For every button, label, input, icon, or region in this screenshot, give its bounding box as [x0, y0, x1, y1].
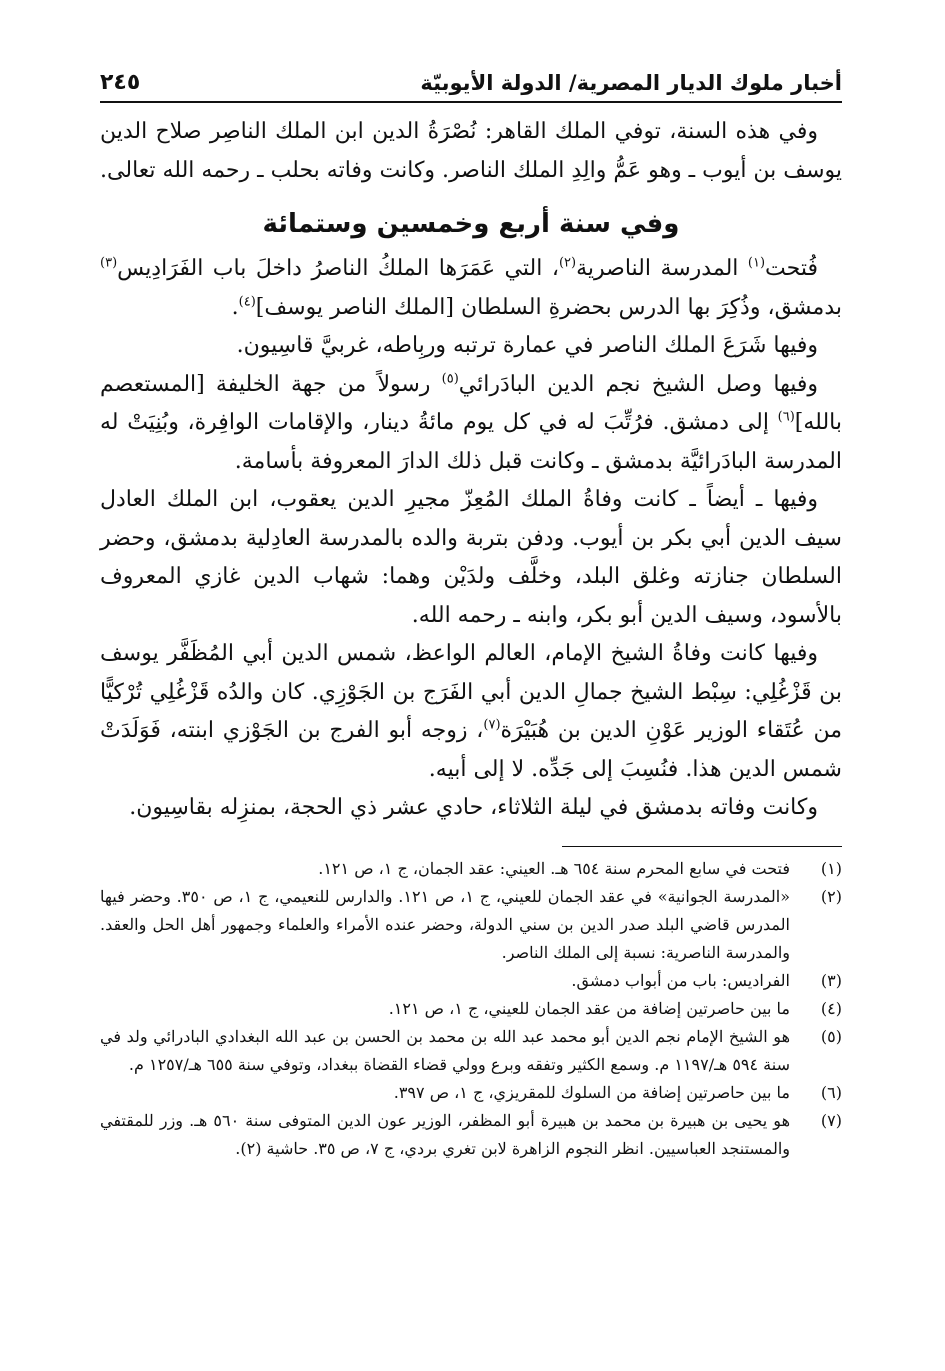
paragraph-2 [100, 250, 842, 327]
footnote-number: (٦) [820, 1082, 842, 1102]
footnote-ref-7: (٧) [483, 717, 501, 733]
footnote-ref-6: (٦) [777, 409, 795, 425]
paragraph-4-text-c: إلى دمشق. فرُتِّبَ له في كل يوم مائةُ دينار، والإقامات الوافِرة، وبُنِيَتْ له المدرسة البادَرائيَّة بدمشق ـ وكانت قبل ذلك الدارَ المعروفة بأسامة. [100, 410, 842, 474]
footnote-ref-4: (٤) [238, 294, 256, 310]
footnote-1 [100, 855, 842, 883]
paragraph-2-text-c: ، التي عَمَرَها الملكُ الناصرُ داخلَ باب الفَرَادِيس [117, 256, 559, 281]
footnote-ref-5: (٥) [441, 371, 459, 387]
paragraph-2-text-a: فُتحت [765, 256, 818, 281]
paragraph-4 [100, 366, 842, 482]
footnote-number: (٣) [820, 970, 842, 990]
paragraph-1: وفي هذه السنة، توفي الملك القاهر: نُصْرَةُ الدين ابن الملك الناصِر صلاح الدين يوسف بن أيوب ـ وهو عَمُّ والِدِ الملك الناصر. وكانت وفاته بحلب ـ رحمه الله تعالى. [100, 119, 842, 183]
footnote-text: هو يحيى بن هبيرة بن محمد بن هبيرة أبو المظفر، الوزير عون الدين المتوفى سنة ٥٦٠ هـ. وزر للمقتفي والمستنجد العباسيين. انظر النجوم الزاهرة لابن تغري بردي، ج ٧، ص ٣٥. حاشية (٢). [100, 1110, 791, 1158]
footnote-number: (٥) [820, 1026, 842, 1046]
footnote-text: «المدرسة الجوانية» في عقد الجمان للعيني، ج ١، ص ١٢١. والدارس للنعيمي، ج ١، ص ٣٥٠. وحضر فيها المدرس قاضي البلد صدر الدين بن سني الدولة، وحضر عنده الأمراء والعلماء وجمهور أهل الحل والعقد. والمدرسة الناصرية: نسبة إلى الملك الناصر. [100, 886, 791, 962]
paragraph-2-text-b: المدرسة الناصرية [576, 256, 748, 281]
book-page [100, 70, 842, 1163]
paragraph-2-text-e: . [231, 294, 239, 320]
footnote-ref-1: (١) [747, 255, 766, 271]
paragraph-3: وفيها شَرَعَ الملك الناصر في عمارة ترتبه وربِاطه، غربيَّ قاسِيون. [236, 333, 818, 358]
footnote-number: (٧) [820, 1110, 842, 1130]
paragraph-4-text-a: وفيها وصل الشيخ نجم الدين البادَرائي [458, 371, 818, 397]
footnote-5 [100, 1023, 842, 1079]
footnote-number: (١) [820, 858, 842, 878]
footnote-ref-3: (٣) [100, 255, 118, 271]
footnote-4 [100, 995, 842, 1023]
paragraph-6 [100, 635, 842, 789]
footnote-text: هو الشيخ الإمام نجم الدين أبو محمد عبد الله بن محمد بن الحسن بن عبد الله البغدادي البادرائي ولد في سنة ٥٩٤ هـ/١١٩٧ م. وسمع الكثير وتفقه وبرع وولي قضاء القضاة ببغداد، وتوفي سنة ٦٥٥ هـ/١٢٥٧ م. [100, 1026, 790, 1074]
running-title: أخبار ملوك الديار المصرية/ الدولة الأيوبيّة [420, 71, 842, 95]
footnotes [100, 855, 842, 1163]
footnote-3 [100, 967, 842, 995]
footnote-2 [100, 883, 842, 967]
footnote-ref-2: (٢) [558, 255, 577, 271]
section-heading: وفي سنة أربع وخمسين وستمائة [262, 209, 680, 239]
paragraph-7: وكانت وفاته بدمشق في ليلة الثلاثاء، حادي عشر ذي الحجة، بمنزِله بقاسِيون. [129, 795, 818, 820]
paragraph-5: وفيها ـ أيضاً ـ كانت وفاةُ الملك المُعِزّ مجيرِ الدين يعقوب، ابن الملك العادل سيف الدين أبي بكر بن أيوب. ودفن بتربة والده بالمدرسة العادِلية بدمشق، وحضر السلطان جنازته وغلق البلد، وخلَّف ولدَيْن وهما: شهاب الدين غازي المعروف بالأسود، وسيف الدين أبو بكر، وابنه ـ رحمه الله. [100, 487, 842, 628]
main-text [100, 113, 842, 828]
footnote-text: ما بين حاصرتين إضافة من السلوك للمقريزي، ج ١، ص ٣٩٧. [393, 1082, 790, 1102]
paragraph-6-text-a: وفيها كانت وفاةُ الشيخ الإمام، العالم الواعظ، شمس الدين أبي المُظَفَّر يوسف بن قَزْغُلِي: سِبْط الشيخ جمالِ الدين أبي الفَرَج بن الجَوْزِي. كان والدُه قَزْغُلِي تُرْكيًّا من عُتَقاء الوزير عَوْنِ الدين بن هُبَيْرَة [100, 641, 842, 743]
footnote-number: (٢) [820, 886, 842, 906]
paragraph-6-text-b: ، زوجه أبو الفرج بن الجَوْزي ابنته، فَوَلَدَتْ شمس الدين هذا. فنُسِبَ إلى جَدِّه. لا إلى أبيه. [100, 718, 842, 782]
footnote-text: ما بين حاصرتين إضافة من عقد الجمان للعيني، ج ١، ص ١٢١. [388, 998, 790, 1018]
footnote-6 [100, 1079, 842, 1107]
page-number: ٢٤٥ [100, 70, 141, 95]
running-header [100, 70, 842, 103]
footnote-text: الفراديس: باب من أبواب دمشق. [571, 970, 790, 990]
footnote-text: فتحت في سابع المحرم سنة ٦٥٤ هـ. العيني: عقد الجمان، ج ١، ص ١٢١. [318, 858, 790, 878]
footnote-number: (٤) [820, 998, 842, 1018]
footnote-divider [562, 846, 842, 847]
footnote-7 [100, 1107, 842, 1163]
paragraph-4-text-b: رسولاً من جهة الخليفة [المستعصم بالله] [100, 371, 842, 435]
paragraph-2-text-d: بدمشق، وذُكِرَ بها الدرس بحضرةِ السلطان [الملك الناصر يوسف] [255, 294, 842, 320]
